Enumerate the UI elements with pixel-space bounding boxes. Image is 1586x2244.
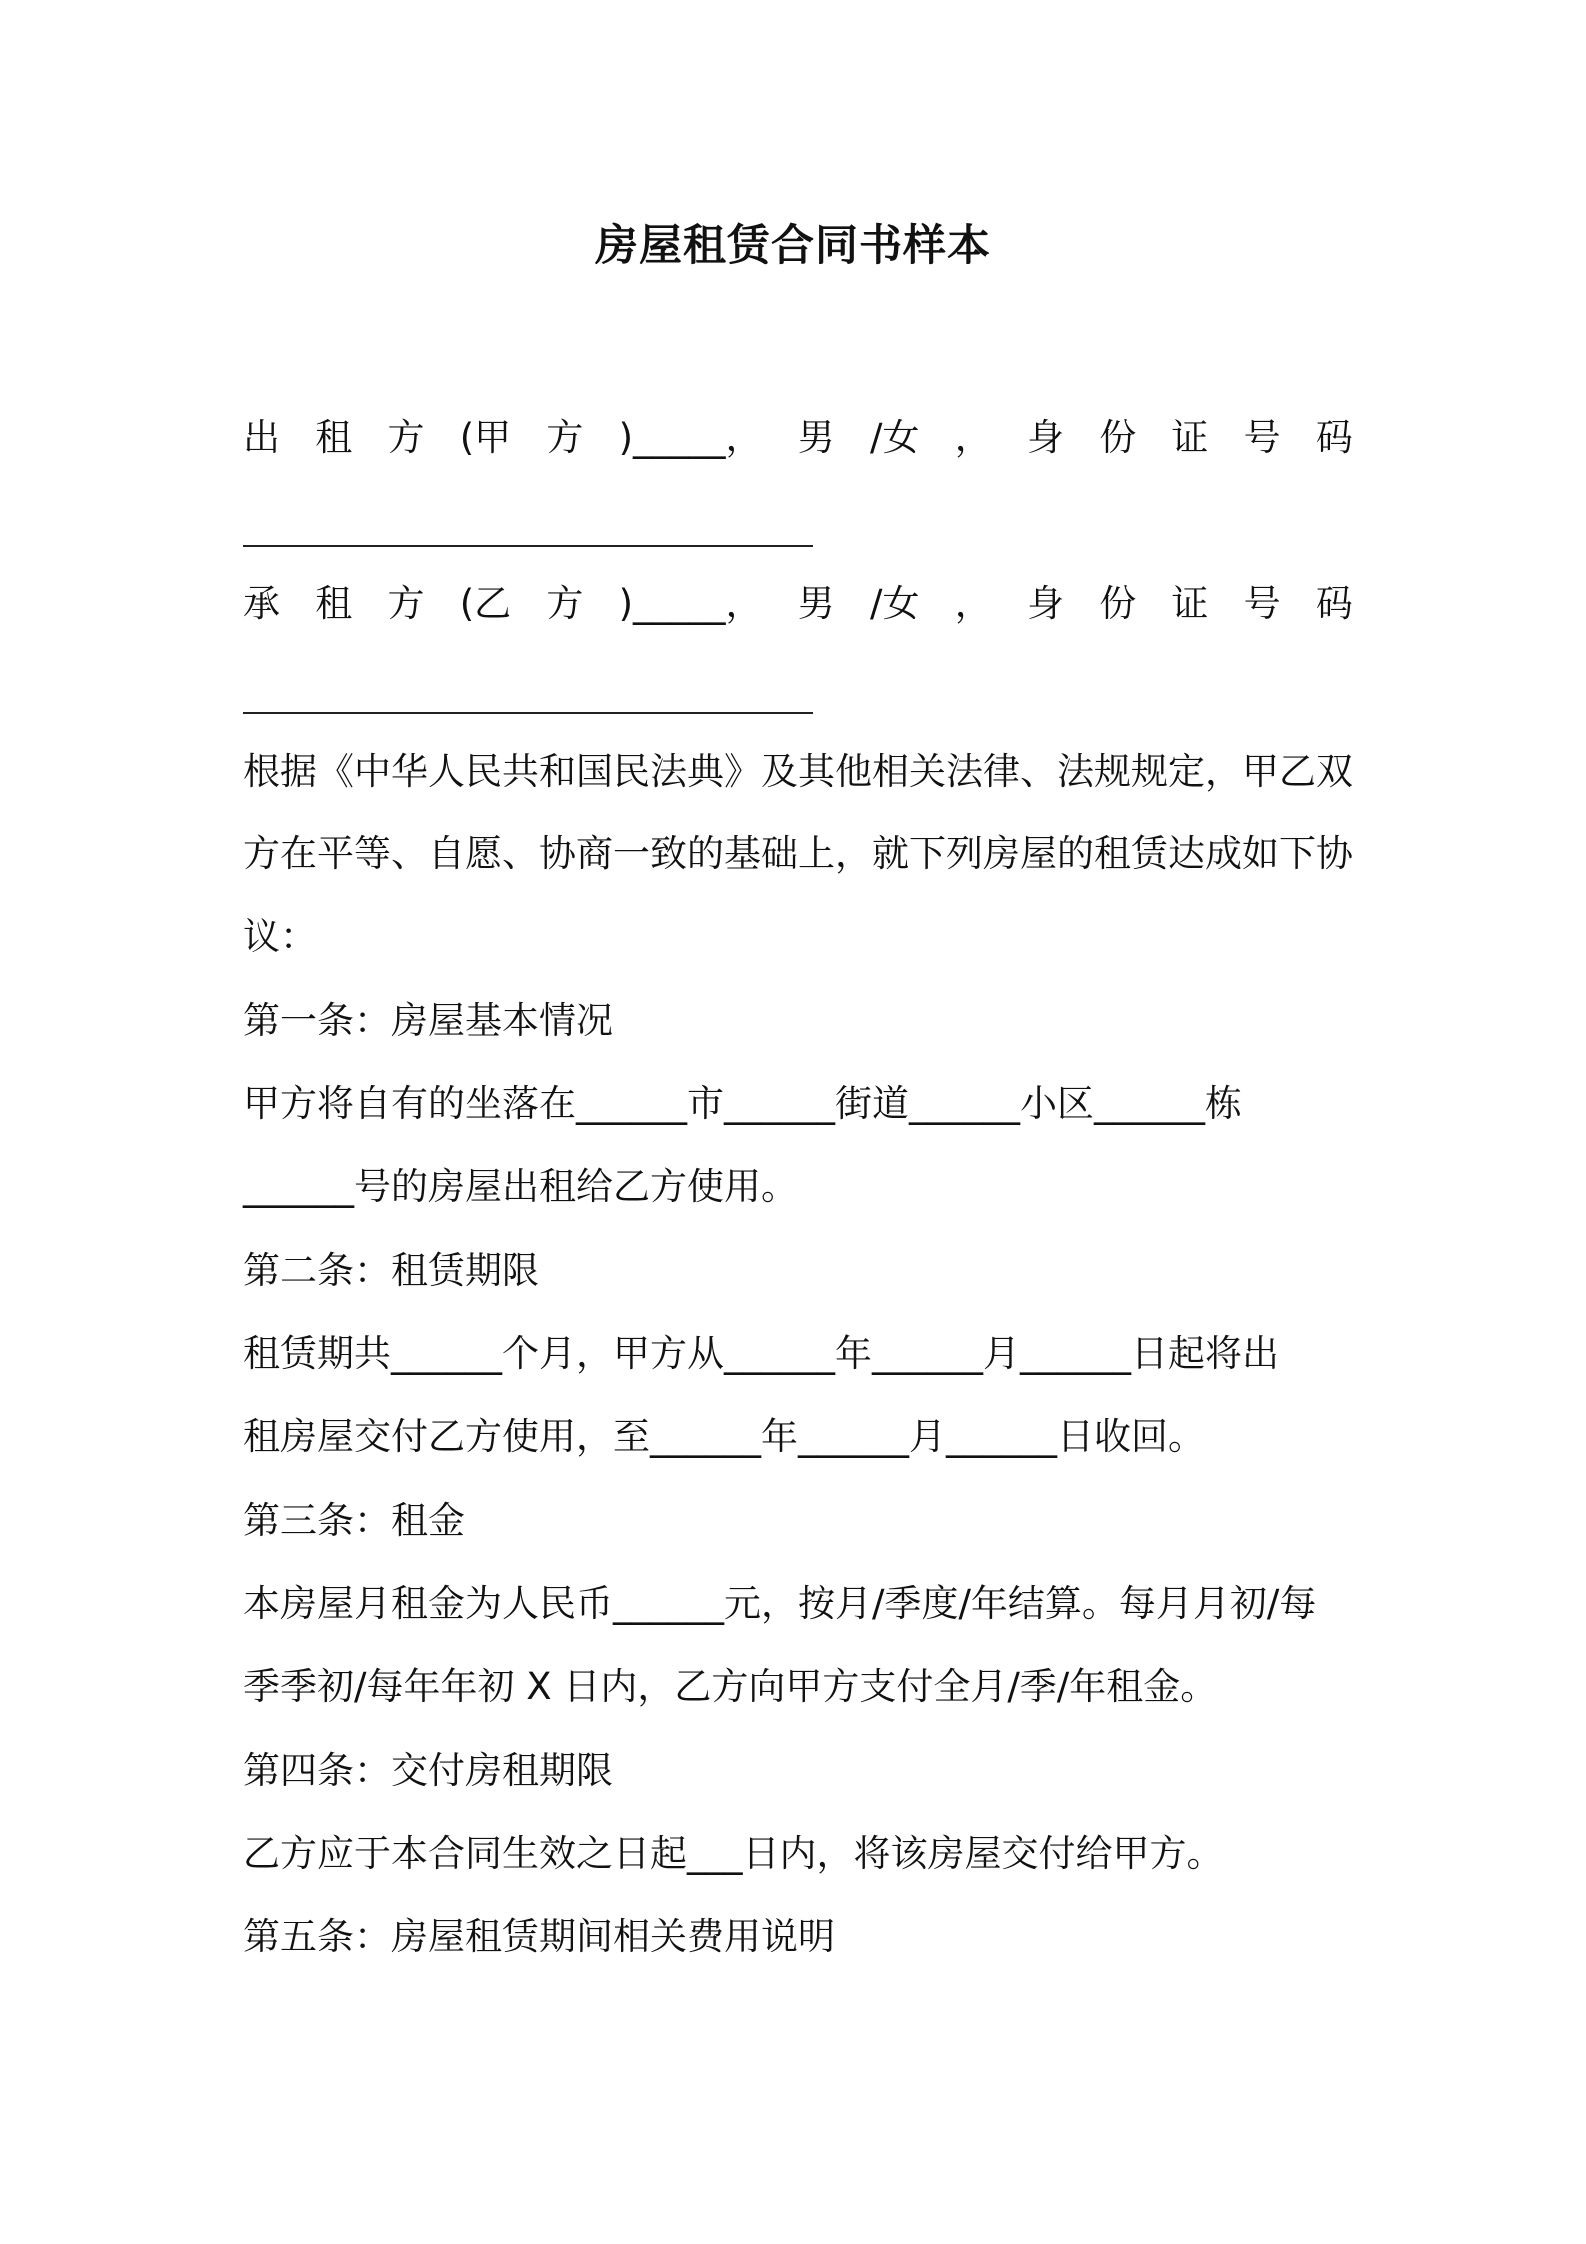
party-a-line — [243, 414, 1353, 462]
party-b-char: /女 — [870, 582, 920, 625]
party-a-char: /女 — [870, 416, 920, 459]
party-a-char: 方 — [546, 416, 584, 459]
party-b-line — [243, 580, 1353, 628]
party-b-char: 男 — [797, 582, 835, 625]
party-b-char: 份 — [1099, 582, 1137, 625]
party-b-char: 身 — [1026, 582, 1064, 625]
party-a-char: 证 — [1171, 416, 1209, 459]
party-b-char: (乙 — [459, 582, 512, 625]
party-a-char: )_____， — [618, 416, 763, 459]
preamble-line: 根据《中华人民共和国民法典》及其他相关法律、法规规定，甲乙双 — [243, 750, 1353, 793]
article-body-line: 租房屋交付乙方使用，至______年______月______日收回。 — [243, 1415, 1205, 1458]
preamble-line: 方在平等、自愿、协商一致的基础上，就下列房屋的租赁达成如下协 — [243, 832, 1353, 875]
preamble-line: 议： — [243, 915, 317, 958]
party-a-char: 租 — [315, 416, 353, 459]
party-b-char: 证 — [1171, 582, 1209, 625]
article-body-line: ______号的房屋出租给乙方使用。 — [243, 1165, 798, 1208]
article-heading: 第三条：租金 — [243, 1499, 465, 1542]
party-b-char: 方 — [546, 582, 584, 625]
article-heading: 第四条：交付房租期限 — [243, 1749, 613, 1792]
party-a-char: ， — [954, 416, 992, 459]
party-a-char: 方 — [387, 416, 425, 459]
article-body-line: 季季初/每年年初 X 日内，乙方向甲方支付全月/季/年租金。 — [243, 1665, 1218, 1708]
party-a-char: 身 — [1026, 416, 1064, 459]
party-a-char: (甲 — [459, 416, 512, 459]
party-b-char: ， — [954, 582, 992, 625]
party-b-char: 方 — [387, 582, 425, 625]
article-body-line: 本房屋月租金为人民币______元，按月/季度/年结算。每月月初/每 — [243, 1582, 1317, 1625]
party-a-char: 出 — [243, 416, 280, 459]
party-a-id-blank — [243, 545, 813, 547]
article-heading: 第五条：房屋租赁期间相关费用说明 — [243, 1915, 835, 1958]
party-b-char: 号 — [1243, 582, 1281, 625]
party-a-char: 份 — [1099, 416, 1137, 459]
party-b-char: )_____， — [618, 582, 763, 625]
party-b-char: 码 — [1315, 582, 1353, 625]
article-body-line: 乙方应于本合同生效之日起___日内，将该房屋交付给甲方。 — [243, 1832, 1224, 1875]
party-b-char: 租 — [315, 582, 353, 625]
party-b-char: 承 — [243, 582, 280, 625]
article-body-line: 租赁期共______个月，甲方从______年______月______日起将出 — [243, 1332, 1279, 1375]
article-heading: 第二条：租赁期限 — [243, 1249, 539, 1292]
article-body-line: 甲方将自有的坐落在______市______街道______小区______栋 — [243, 1082, 1242, 1125]
party-a-char: 码 — [1315, 416, 1353, 459]
article-heading: 第一条：房屋基本情况 — [243, 999, 613, 1042]
document-title: 房屋租赁合同书样本 — [595, 221, 991, 271]
party-b-id-blank — [243, 712, 813, 714]
party-a-char: 号 — [1243, 416, 1281, 459]
party-a-char: 男 — [797, 416, 835, 459]
